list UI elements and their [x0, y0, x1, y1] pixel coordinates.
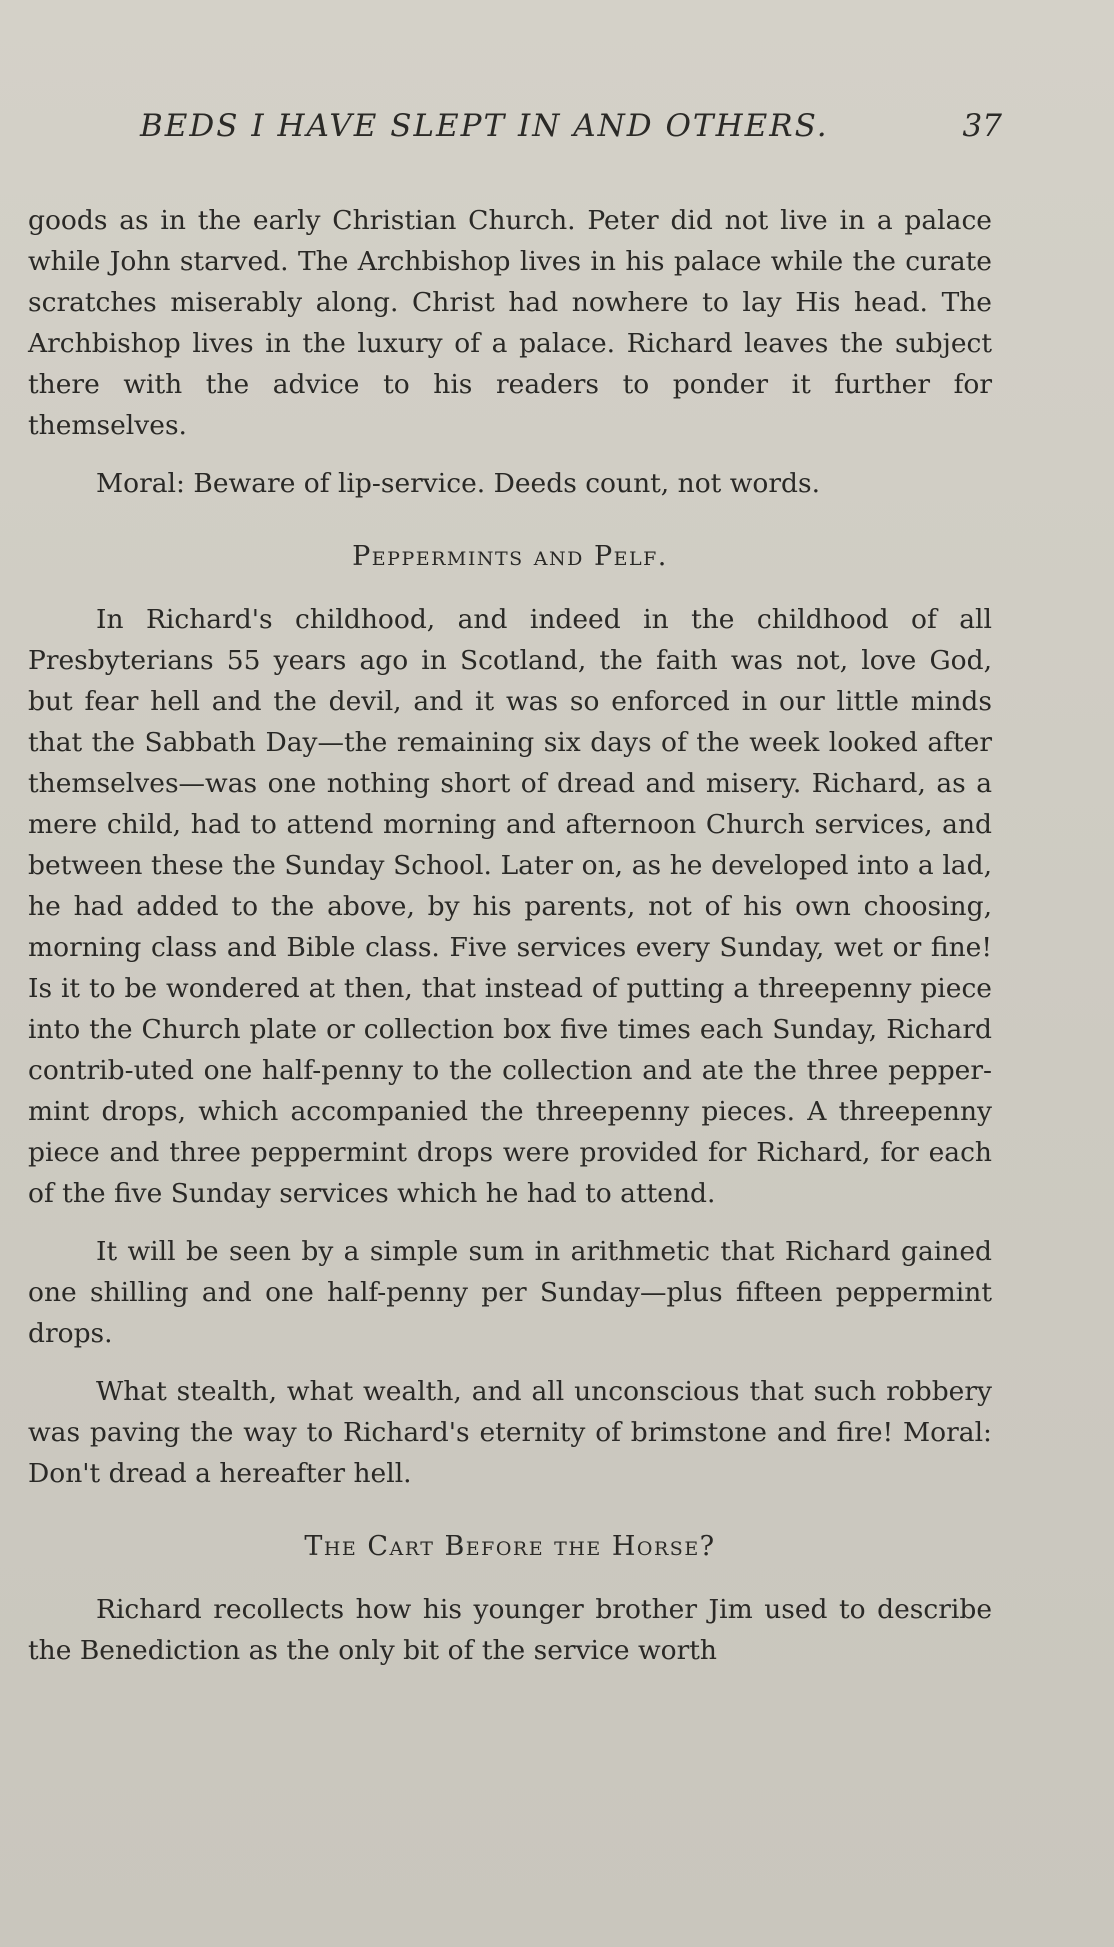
running-title: BEDS I HAVE SLEPT IN AND OTHERS. — [140, 108, 829, 144]
paragraph-benediction: Richard recollects how his younger brother Jim used to describe the Benediction as the only bit of the service worth — [28, 1594, 992, 1666]
body-text — [28, 200, 992, 1688]
paragraph-moral: Moral: Beware of lip-service. Deeds count, not words. — [96, 468, 821, 499]
paragraph-continuation: goods as in the early Christian Church. Peter did not live in a palace while John starved. The Archbishop lives in his palace while the curate scratches miserably along. Christ had nowhere to lay His head. The Archbishop lives in the luxury of a palace. Richard leaves the subject there with the advice to his readers to ponder it further for themselves. — [28, 205, 992, 441]
page-number: 37 — [962, 108, 1002, 144]
section-heading-peppermints: Peppermints and Pelf. — [352, 541, 668, 572]
paragraph-arithmetic: It will be seen by a simple sum in arithmetic that Richard gained one shilling and one half-penny per Sunday—plus fifteen peppermint drops. — [28, 1236, 992, 1349]
section-heading-cart: The Cart Before the Horse? — [304, 1531, 716, 1562]
page-header — [140, 108, 1002, 158]
paragraph-childhood: In Richard's childhood, and indeed in the childhood of all Presbyterians 55 years ago in Scotland, the faith was not, love God, but fear hell and the devil, and it was so enforced in our little minds that the Sabbath Day—the remaining six days of the week looked after themselves—was one nothing short of dread and misery. Richard, as a mere child, had to attend morning and afternoon Church services, and between these the Sunday School. Later on, as he developed into a lad, he had added to the above, by his parents, not of his own choosing, morning class and Bible class. Five services every Sunday, wet or fine! Is it to be wondered at then, that instead of putting a threepenny piece into the Church plate or collection box five times each Sunday, Richard contrib-uted one half-penny to the collection and ate the three pepper-mint drops, which accompanied the threepenny pieces. A threepenny piece and three peppermint drops were provided for Richard, for each of the five Sunday services which he had to attend. — [28, 604, 992, 1209]
paragraph-stealth: What stealth, what wealth, and all unconscious that such robbery was paving the way to Richard's eternity of brimstone and fire! Moral: Don't dread a hereafter hell. — [28, 1376, 992, 1489]
